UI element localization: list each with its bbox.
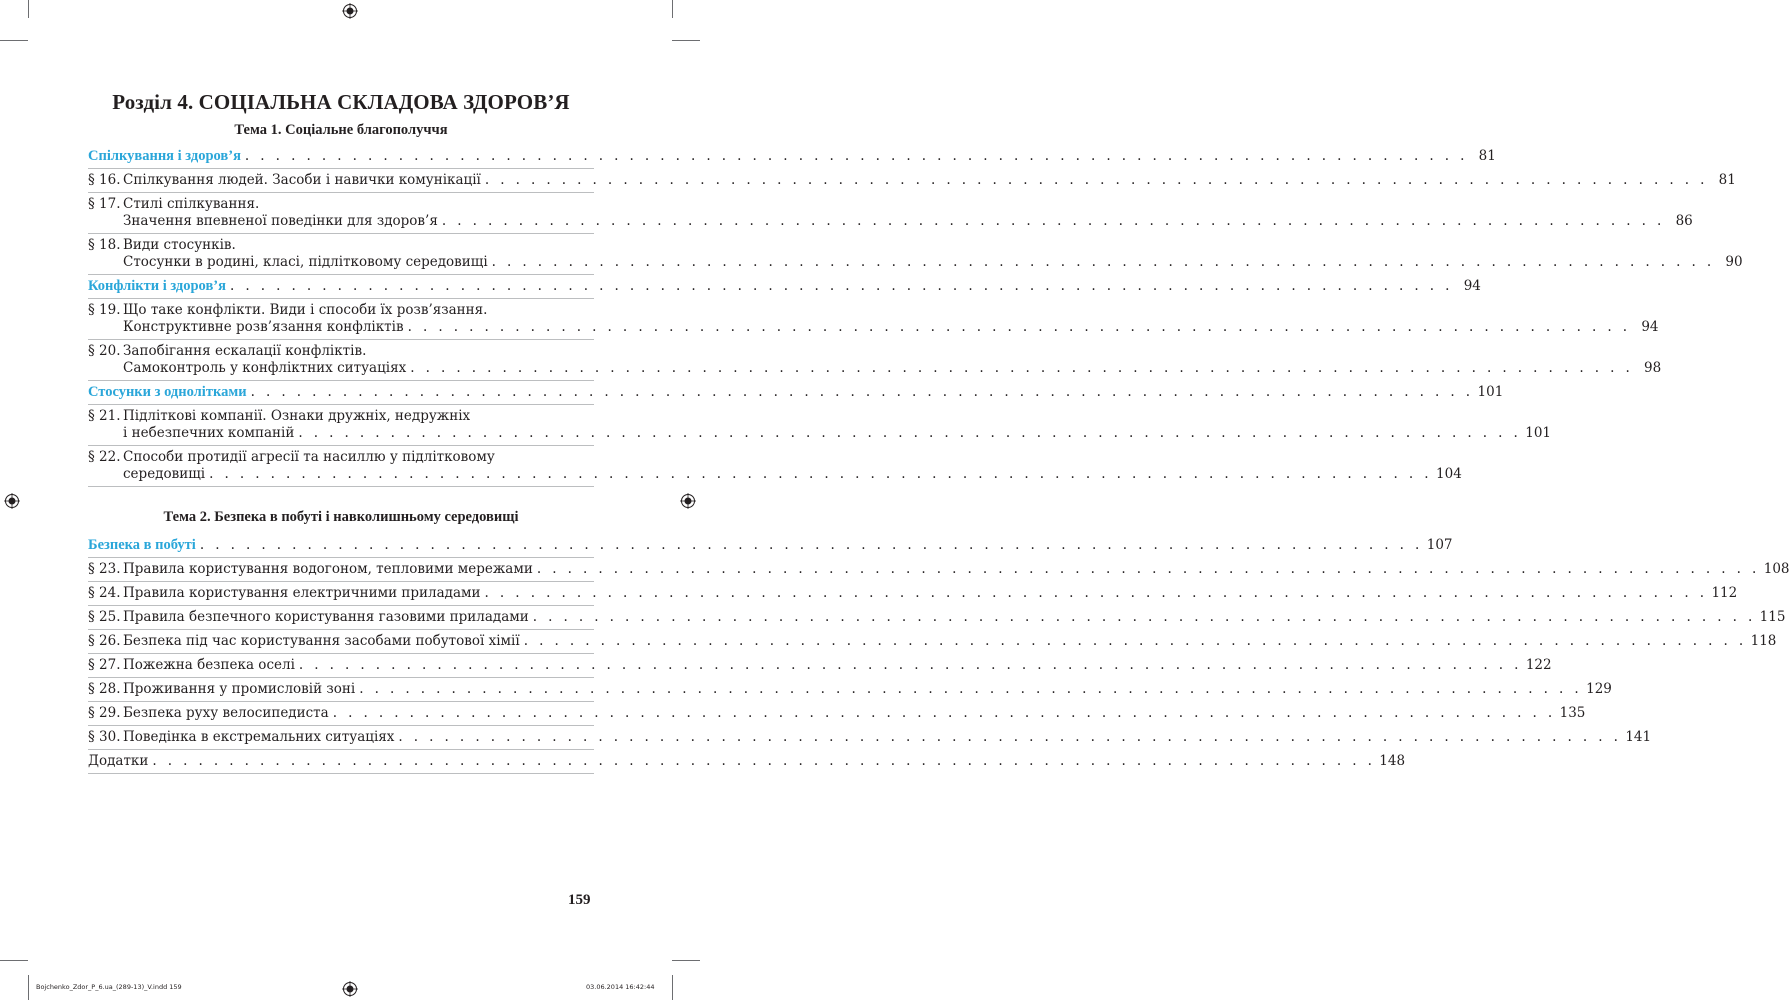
crop-mark — [0, 40, 28, 41]
entry-title: Запобігання ескалації конфліктів. — [123, 343, 367, 359]
registration-mark-icon — [680, 493, 696, 509]
entry-page-number: 107 — [1426, 537, 1453, 553]
entry-title: Що таке конфлікти. Види і способи їх розв’язання. — [123, 302, 488, 318]
toc-entry[interactable] — [88, 630, 1777, 654]
toc-section-heading[interactable] — [88, 145, 1496, 169]
entry-page-number: 129 — [1586, 681, 1612, 697]
footer-file-slug: Bojchenko_Zdor_P_6.ua_(289-13)_V.indd 159 — [36, 983, 182, 991]
crop-mark — [672, 960, 700, 961]
entry-title: Конфлікти і здоров’я — [88, 278, 226, 294]
crop-mark — [672, 40, 700, 41]
toc-entry[interactable] — [88, 405, 1552, 446]
toc-section-heading[interactable] — [88, 381, 1504, 405]
dot-leader: . . . . . . . . . . . . . . . . . . . . . . . . . . . . . . . . . . . . . . . . . . . . . . . . . . . . . . . . . . . . . . . . . . . . . . . . . . . . . . . . — [410, 360, 1634, 376]
entry-title: Стосунки в родині, класі, підлітковому середовищі — [123, 254, 488, 270]
entry-page-number: 94 — [1641, 319, 1659, 335]
entry-page-number: 81 — [1478, 148, 1496, 164]
dot-leader: . . . . . . . . . . . . . . . . . . . . . . . . . . . . . . . . . . . . . . . . . . . . . . . . . . . . . . . . . . . . . . . . . . . . . . . . . . . . . . . . — [484, 172, 1708, 188]
toc-entry[interactable] — [88, 678, 1612, 702]
entry-title: Додатки — [88, 753, 149, 769]
paragraph-number: § 20. — [88, 343, 121, 359]
entry-title: Стосунки з однолітками — [88, 384, 247, 400]
paragraph-number: § 28. — [88, 681, 121, 697]
paragraph-number: § 29. — [88, 705, 121, 721]
entry-title: Правила користування електричними приладами — [123, 585, 481, 601]
entry-title: Види стосунків. — [123, 237, 236, 253]
entry-page-number: 118 — [1750, 633, 1777, 649]
toc-entry[interactable] — [88, 446, 1462, 487]
entry-title: Самоконтроль у конфліктних ситуаціях — [123, 360, 407, 376]
entry-title: Конструктивне розв’язання конфліктів — [123, 319, 404, 335]
entry-title: Безпека в побуті — [88, 537, 196, 553]
entry-title: Пожежна безпека оселі — [123, 657, 295, 673]
dot-leader: . . . . . . . . . . . . . . . . . . . . . . . . . . . . . . . . . . . . . . . . . . . . . . . . . . . . . . . . . . . . . . . . . . . . . . . . . . . . . . . . — [407, 319, 1631, 335]
toc-entry[interactable] — [88, 299, 1659, 340]
entry-title: Способи протидії агресії та насиллю у підлітковому — [123, 449, 495, 465]
entry-title: Безпека під час користування засобами побутової хімії — [123, 633, 520, 649]
theme-title: Тема 1. Соціальне благополуччя — [234, 122, 448, 138]
registration-mark-icon — [342, 981, 358, 997]
dot-leader: . . . . . . . . . . . . . . . . . . . . . . . . . . . . . . . . . . . . . . . . . . . . . . . . . . . . . . . . . . . . . . . . . . . . . . . . . . . . . . . . — [250, 384, 1474, 400]
toc-entry[interactable] — [88, 654, 1552, 678]
toc-entry[interactable] — [88, 234, 1743, 275]
registration-mark-icon — [4, 493, 20, 509]
theme-title: Тема 2. Безпека в побуті і навколишньому середовищі — [163, 509, 519, 525]
dot-leader: . . . . . . . . . . . . . . . . . . . . . . . . . . . . . . . . . . . . . . . . . . . . . . . . . . . . . . . . . . . . . . . . . . . . . . . . . . . . . . . . — [152, 753, 1376, 769]
entry-page-number: 141 — [1625, 729, 1652, 745]
toc-entry[interactable] — [88, 193, 1693, 234]
table-of-contents — [88, 90, 1790, 774]
entry-page-number: 81 — [1718, 172, 1736, 188]
entry-page-number: 90 — [1725, 254, 1743, 270]
dot-leader: . . . . . . . . . . . . . . . . . . . . . . . . . . . . . . . . . . . . . . . . . . . . . . . . . . . . . . . . . . . . . . . . . . . . . . . . . . . . . . . . — [441, 213, 1665, 229]
crop-mark — [28, 975, 29, 1000]
entry-title: Спілкування і здоров’я — [88, 148, 241, 164]
paragraph-number: § 24. — [88, 585, 121, 601]
entry-page-number: 98 — [1643, 360, 1662, 376]
paragraph-number: § 16. — [88, 172, 121, 188]
dot-leader: . . . . . . . . . . . . . . . . . . . . . . . . . . . . . . . . . . . . . . . . . . . . . . . . . . . . . . . . . . . . . . . . . . . . . . . . . . . . . . . . — [244, 148, 1468, 164]
paragraph-number: § 23. — [88, 561, 121, 577]
paragraph-number: § 21. — [88, 408, 121, 424]
entry-page-number: 104 — [1436, 466, 1462, 482]
entry-title: Правила користування водогоном, тепловими мережами — [123, 561, 533, 577]
dot-leader: . . . . . . . . . . . . . . . . . . . . . . . . . . . . . . . . . . . . . . . . . . . . . . . . . . . . . . . . . . . . . . . . . . . . . . . . . . . . . . . . — [209, 466, 1433, 482]
page-number: 159 — [568, 892, 591, 908]
dot-leader: . . . . . . . . . . . . . . . . . . . . . . . . . . . . . . . . . . . . . . . . . . . . . . . . . . . . . . . . . . . . . . . . . . . . . . . . . . . . . . . . — [199, 537, 1423, 553]
entry-page-number: 86 — [1675, 213, 1693, 229]
entry-page-number: 122 — [1525, 657, 1552, 673]
dot-leader: . . . . . . . . . . . . . . . . . . . . . . . . . . . . . . . . . . . . . . . . . . . . . . . . . . . . . . . . . . . . . . . . . . . . . . . . . . . . . . . . — [398, 729, 1622, 745]
paragraph-number: § 30. — [88, 729, 121, 745]
toc-entry[interactable] — [88, 702, 1586, 726]
crop-mark — [672, 0, 673, 18]
entry-title: Проживання у промисловій зоні — [123, 681, 356, 697]
entry-page-number: 101 — [1477, 384, 1504, 400]
registration-mark-icon — [342, 3, 358, 19]
dot-leader: . . . . . . . . . . . . . . . . . . . . . . . . . . . . . . . . . . . . . . . . . . . . . . . . . . . . . . . . . . . . . . . . . . . . . . . . . . . . . . . . — [298, 425, 1522, 441]
chapter-title: Розділ 4. СОЦІАЛЬНА СКЛАДОВА ЗДОРОВ’Я — [112, 90, 570, 114]
entry-title: Значення впевненої поведінки для здоров’я — [123, 213, 438, 229]
toc-entry[interactable] — [88, 606, 1786, 630]
dot-leader: . . . . . . . . . . . . . . . . . . . . . . . . . . . . . . . . . . . . . . . . . . . . . . . . . . . . . . . . . . . . . . . . . . . . . . . . . . . . . . . . — [229, 278, 1453, 294]
entry-page-number: 108 — [1763, 561, 1790, 577]
toc-entry[interactable] — [88, 750, 1406, 774]
dot-leader: . . . . . . . . . . . . . . . . . . . . . . . . . . . . . . . . . . . . . . . . . . . . . . . . . . . . . . . . . . . . . . . . . . . . . . . . . . . . . . . . — [536, 561, 1760, 577]
toc-entry[interactable] — [88, 582, 1738, 606]
entry-title: Безпека руху велосипедиста — [123, 705, 329, 721]
entry-page-number: 115 — [1759, 609, 1786, 625]
toc-entry[interactable] — [88, 558, 1790, 582]
toc-section-heading[interactable] — [88, 275, 1481, 299]
entry-title: Поведінка в екстремальних ситуаціях — [123, 729, 395, 745]
entry-title: Спілкування людей. Засоби і навички комунікації — [123, 172, 481, 188]
crop-mark — [0, 960, 28, 961]
crop-mark — [672, 975, 673, 1000]
dot-leader: . . . . . . . . . . . . . . . . . . . . . . . . . . . . . . . . . . . . . . . . . . . . . . . . . . . . . . . . . . . . . . . . . . . . . . . . . . . . . . . . — [523, 633, 1747, 649]
paragraph-number: § 18. — [88, 237, 121, 253]
entry-title: і небезпечних компаній — [123, 425, 295, 441]
dot-leader: . . . . . . . . . . . . . . . . . . . . . . . . . . . . . . . . . . . . . . . . . . . . . . . . . . . . . . . . . . . . . . . . . . . . . . . . . . . . . . . . — [491, 254, 1715, 270]
entry-page-number: 135 — [1559, 705, 1586, 721]
toc-section-heading[interactable] — [88, 534, 1453, 558]
dot-leader: . . . . . . . . . . . . . . . . . . . . . . . . . . . . . . . . . . . . . . . . . . . . . . . . . . . . . . . . . . . . . . . . . . . . . . . . . . . . . . . . — [532, 609, 1756, 625]
paragraph-number: § 26. — [88, 633, 121, 649]
entry-title: Правила безпечного користування газовими приладами — [123, 609, 529, 625]
dot-leader: . . . . . . . . . . . . . . . . . . . . . . . . . . . . . . . . . . . . . . . . . . . . . . . . . . . . . . . . . . . . . . . . . . . . . . . . . . . . . . . . — [484, 585, 1708, 601]
dot-leader: . . . . . . . . . . . . . . . . . . . . . . . . . . . . . . . . . . . . . . . . . . . . . . . . . . . . . . . . . . . . . . . . . . . . . . . . . . . . . . . . — [298, 657, 1522, 673]
entry-page-number: 94 — [1463, 278, 1481, 294]
entry-page-number: 112 — [1711, 585, 1738, 601]
entry-title: середовищі — [123, 466, 206, 482]
toc-entry[interactable] — [88, 169, 1736, 193]
entry-page-number: 101 — [1525, 425, 1552, 441]
paragraph-number: § 25. — [88, 609, 121, 625]
paragraph-number: § 19. — [88, 302, 121, 318]
toc-entry[interactable] — [88, 340, 1662, 381]
paragraph-number: § 27. — [88, 657, 121, 673]
dot-leader: . . . . . . . . . . . . . . . . . . . . . . . . . . . . . . . . . . . . . . . . . . . . . . . . . . . . . . . . . . . . . . . . . . . . . . . . . . . . . . . . — [332, 705, 1556, 721]
paragraph-number: § 22. — [88, 449, 121, 465]
footer-date-slug: 03.06.2014 16:42:44 — [586, 983, 655, 991]
entry-title: Підліткові компанії. Ознаки дружніх, недружніх — [123, 408, 471, 424]
dot-leader: . . . . . . . . . . . . . . . . . . . . . . . . . . . . . . . . . . . . . . . . . . . . . . . . . . . . . . . . . . . . . . . . . . . . . . . . . . . . . . . . — [359, 681, 1583, 697]
entry-title: Стилі спілкування. — [123, 196, 260, 212]
entry-page-number: 148 — [1379, 753, 1406, 769]
crop-mark — [28, 0, 29, 18]
toc-entry[interactable] — [88, 726, 1652, 750]
paragraph-number: § 17. — [88, 196, 121, 212]
toc-list — [88, 145, 1790, 774]
